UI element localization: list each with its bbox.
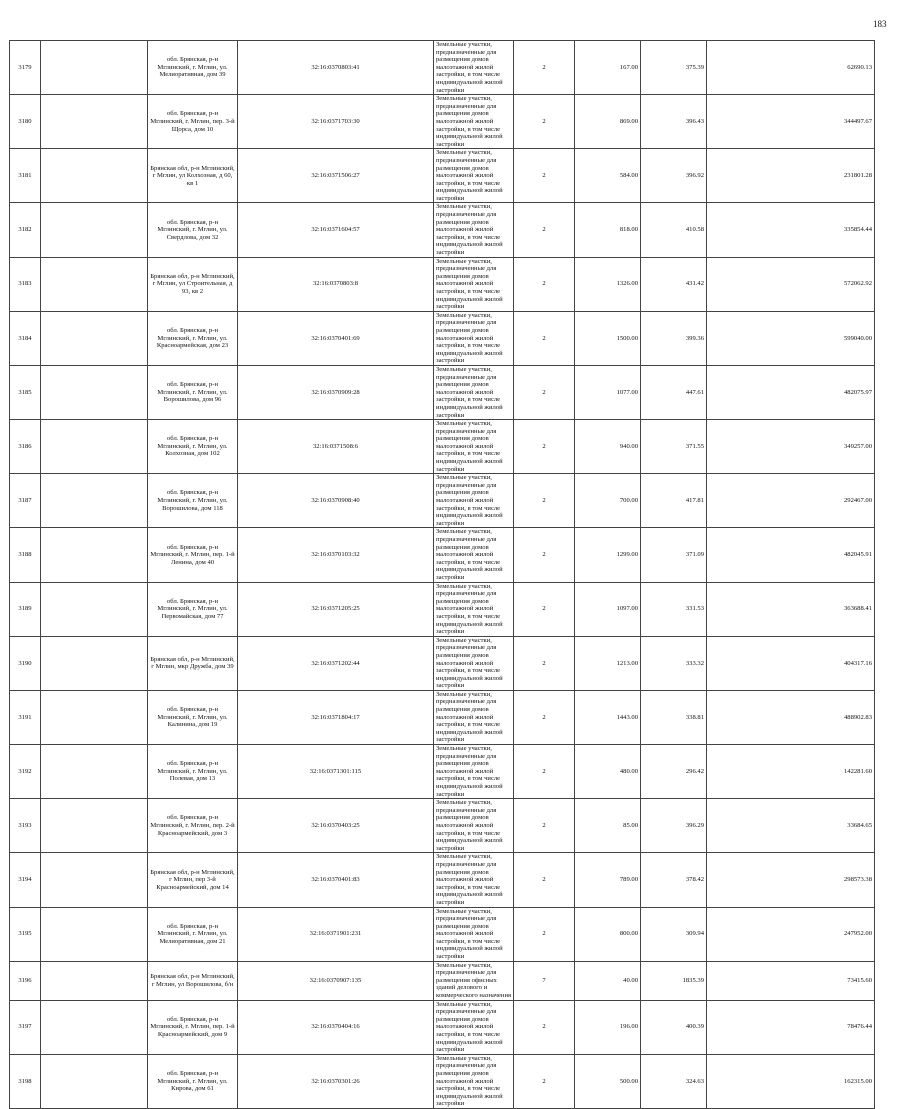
- table-row: [10, 961, 875, 1000]
- group-cell: 2: [514, 149, 575, 203]
- spacer-cell: [41, 636, 148, 690]
- cadastral-number-cell: 32:16:0371804:17: [238, 690, 434, 744]
- address-cell: обл. Брянская, р-н Мглинский, г. Мглин, пер. 3-й Щорса, дом 10: [148, 95, 238, 149]
- area-cell: 1213.00: [575, 636, 641, 690]
- cadastral-number-cell: 32:16:0370103:32: [238, 528, 434, 582]
- address-cell: Брянская обл, р-н Мглинский, г Мглин, ул Строительная, д 93, кв 2: [148, 257, 238, 311]
- table-row: [10, 528, 875, 582]
- specific-value-cell: 333.32: [641, 636, 707, 690]
- address-cell: обл. Брянская, р-н Мглинский, г. Мглин, ул. Ворошилова, дом 118: [148, 474, 238, 528]
- address-cell: Брянская обл, р-н Мглинский, г Мглин, мкр Дружба, дом 39: [148, 636, 238, 690]
- spacer-cell: [41, 961, 148, 1000]
- row-number-cell: 3180: [10, 95, 41, 149]
- row-number-cell: 3192: [10, 745, 41, 799]
- address-cell: обл. Брянская, р-н Мглинский, г. Мглин, ул. Мелиоративная, дом 21: [148, 907, 238, 961]
- address-cell: обл. Брянская, р-н Мглинский, г. Мглин, ул. Мелиоративная, дом 39: [148, 41, 238, 95]
- table-row: [10, 1000, 875, 1054]
- row-number-cell: 3198: [10, 1054, 41, 1108]
- spacer-cell: [41, 745, 148, 799]
- row-number-cell: 3189: [10, 582, 41, 636]
- spacer-cell: [41, 311, 148, 365]
- cadastral-number-cell: 32:16:0370909:28: [238, 365, 434, 419]
- specific-value-cell: 371.55: [641, 420, 707, 474]
- area-cell: 1299.00: [575, 528, 641, 582]
- land-use-cell: Земельные участки, предназначенные для размещения домов малоэтажной жилой застройки, в том числе индивидуальной жилой застройки: [434, 907, 514, 961]
- area-cell: 789.00: [575, 853, 641, 907]
- table-row: [10, 1054, 875, 1108]
- specific-value-cell: 417.81: [641, 474, 707, 528]
- land-use-cell: Земельные участки, предназначенные для размещения домов малоэтажной жилой застройки, в том числе индивидуальной жилой застройки: [434, 528, 514, 582]
- group-cell: 2: [514, 745, 575, 799]
- row-number-cell: 3194: [10, 853, 41, 907]
- area-cell: 1077.00: [575, 365, 641, 419]
- row-number-cell: 3184: [10, 311, 41, 365]
- group-cell: 2: [514, 853, 575, 907]
- area-cell: 1326.00: [575, 257, 641, 311]
- specific-value-cell: 331.53: [641, 582, 707, 636]
- land-use-cell: Земельные участки, предназначенные для размещения домов малоэтажной жилой застройки, в том числе индивидуальной жилой застройки: [434, 745, 514, 799]
- spacer-cell: [41, 203, 148, 257]
- specific-value-cell: 447.61: [641, 365, 707, 419]
- cadastral-number-cell: 32:16:0371506:27: [238, 149, 434, 203]
- cadastral-number-cell: 32:16:0370403:25: [238, 799, 434, 853]
- land-use-cell: Земельные участки, предназначенные для размещения домов малоэтажной жилой застройки, в том числе индивидуальной жилой застройки: [434, 1000, 514, 1054]
- cadastral-number-cell: 32:16:0371301:115: [238, 745, 434, 799]
- area-cell: 700.00: [575, 474, 641, 528]
- land-use-cell: Земельные участки, предназначенные для размещения домов малоэтажной жилой застройки, в том числе индивидуальной жилой застройки: [434, 799, 514, 853]
- specific-value-cell: 324.63: [641, 1054, 707, 1108]
- cadastral-value-cell: 349257.00: [707, 420, 875, 474]
- cadastral-value-cell: 292467.00: [707, 474, 875, 528]
- spacer-cell: [41, 474, 148, 528]
- cadastral-number-cell: 32:16:0370907:135: [238, 961, 434, 1000]
- table-row: [10, 420, 875, 474]
- cadastral-number-cell: 32:16:0370803:41: [238, 41, 434, 95]
- spacer-cell: [41, 799, 148, 853]
- address-cell: обл. Брянская, р-н Мглинский, г. Мглин, ул. Колхозная, дом 102: [148, 420, 238, 474]
- table-row: [10, 690, 875, 744]
- specific-value-cell: 396.29: [641, 799, 707, 853]
- address-cell: обл. Брянская, р-н Мглинский, г. Мглин, ул. Полевая, дом 13: [148, 745, 238, 799]
- address-cell: Брянская обл, р-н Мглинский, г Мглин, ул Ворошилова, б/н: [148, 961, 238, 1000]
- cadastral-value-cell: 247952.00: [707, 907, 875, 961]
- area-cell: 40.00: [575, 961, 641, 1000]
- cadastral-value-cell: 599040.00: [707, 311, 875, 365]
- cadastral-number-cell: 32:16:0371202:44: [238, 636, 434, 690]
- row-number-cell: 3186: [10, 420, 41, 474]
- cadastral-value-cell: 78476.44: [707, 1000, 875, 1054]
- cadastral-value-cell: 335854.44: [707, 203, 875, 257]
- row-number-cell: 3187: [10, 474, 41, 528]
- area-cell: 800.00: [575, 907, 641, 961]
- land-registry-table: [9, 40, 875, 1109]
- area-cell: 480.00: [575, 745, 641, 799]
- specific-value-cell: 338.81: [641, 690, 707, 744]
- cadastral-value-cell: 33684.65: [707, 799, 875, 853]
- land-use-cell: Земельные участки, предназначенные для размещения домов малоэтажной жилой застройки, в том числе индивидуальной жилой застройки: [434, 1054, 514, 1108]
- cadastral-value-cell: 162315.00: [707, 1054, 875, 1108]
- land-use-cell: Земельные участки, предназначенные для размещения домов малоэтажной жилой застройки, в том числе индивидуальной жилой застройки: [434, 690, 514, 744]
- area-cell: 1500.00: [575, 311, 641, 365]
- cadastral-number-cell: 32:16:0371508:6: [238, 420, 434, 474]
- group-cell: 2: [514, 95, 575, 149]
- table-row: [10, 149, 875, 203]
- group-cell: 2: [514, 257, 575, 311]
- specific-value-cell: 309.94: [641, 907, 707, 961]
- specific-value-cell: 431.42: [641, 257, 707, 311]
- cadastral-number-cell: 32:16:0371604:57: [238, 203, 434, 257]
- table-row: [10, 636, 875, 690]
- specific-value-cell: 378.42: [641, 853, 707, 907]
- cadastral-number-cell: 32:16:0370301:26: [238, 1054, 434, 1108]
- group-cell: 2: [514, 690, 575, 744]
- specific-value-cell: 296.42: [641, 745, 707, 799]
- group-cell: 2: [514, 799, 575, 853]
- specific-value-cell: 371.09: [641, 528, 707, 582]
- group-cell: 2: [514, 365, 575, 419]
- table-row: [10, 41, 875, 95]
- row-number-cell: 3195: [10, 907, 41, 961]
- row-number-cell: 3183: [10, 257, 41, 311]
- area-cell: 167.00: [575, 41, 641, 95]
- spacer-cell: [41, 528, 148, 582]
- table-row: [10, 853, 875, 907]
- spacer-cell: [41, 853, 148, 907]
- row-number-cell: 3188: [10, 528, 41, 582]
- cadastral-value-cell: 482045.91: [707, 528, 875, 582]
- area-cell: 85.00: [575, 799, 641, 853]
- address-cell: обл. Брянская, р-н Мглинский, г. Мглин, пер. 1-й Ленина, дом 40: [148, 528, 238, 582]
- cadastral-value-cell: 482075.97: [707, 365, 875, 419]
- table-row: [10, 907, 875, 961]
- spacer-cell: [41, 582, 148, 636]
- land-use-cell: Земельные участки, предназначенные для размещения домов малоэтажной жилой застройки, в том числе индивидуальной жилой застройки: [434, 203, 514, 257]
- cadastral-value-cell: 142281.60: [707, 745, 875, 799]
- group-cell: 2: [514, 907, 575, 961]
- spacer-cell: [41, 1000, 148, 1054]
- cadastral-value-cell: 572062.92: [707, 257, 875, 311]
- address-cell: Брянская обл, р-н Мглинский, г Мглин, пер 3-й Красноармейский, дом 14: [148, 853, 238, 907]
- row-number-cell: 3185: [10, 365, 41, 419]
- spacer-cell: [41, 149, 148, 203]
- group-cell: 7: [514, 961, 575, 1000]
- cadastral-number-cell: 32:16:0370803:8: [238, 257, 434, 311]
- spacer-cell: [41, 907, 148, 961]
- cadastral-value-cell: 298573.38: [707, 853, 875, 907]
- address-cell: обл. Брянская, р-н Мглинский, г. Мглин, ул. Первомайская, дом 77: [148, 582, 238, 636]
- cadastral-number-cell: 32:16:0371703:30: [238, 95, 434, 149]
- specific-value-cell: 396.43: [641, 95, 707, 149]
- land-use-cell: Земельные участки, предназначенные для размещения домов малоэтажной жилой застройки, в том числе индивидуальной жилой застройки: [434, 420, 514, 474]
- address-cell: обл. Брянская, р-н Мглинский, г. Мглин, ул. Ворошилова, дом 96: [148, 365, 238, 419]
- land-use-cell: Земельные участки, предназначенные для размещения домов малоэтажной жилой застройки, в том числе индивидуальной жилой застройки: [434, 311, 514, 365]
- group-cell: 2: [514, 311, 575, 365]
- area-cell: 196.00: [575, 1000, 641, 1054]
- row-number-cell: 3191: [10, 690, 41, 744]
- address-cell: обл. Брянская, р-н Мглинский, г. Мглин, ул. Красноармейская, дом 23: [148, 311, 238, 365]
- group-cell: 2: [514, 582, 575, 636]
- cadastral-number-cell: 32:16:0370404:16: [238, 1000, 434, 1054]
- cadastral-value-cell: 344497.67: [707, 95, 875, 149]
- specific-value-cell: 399.36: [641, 311, 707, 365]
- row-number-cell: 3181: [10, 149, 41, 203]
- specific-value-cell: 410.58: [641, 203, 707, 257]
- table-row: [10, 311, 875, 365]
- row-number-cell: 3182: [10, 203, 41, 257]
- spacer-cell: [41, 690, 148, 744]
- cadastral-value-cell: 73415.60: [707, 961, 875, 1000]
- land-use-cell: Земельные участки, предназначенные для размещения домов малоэтажной жилой застройки, в том числе индивидуальной жилой застройки: [434, 474, 514, 528]
- specific-value-cell: 396.92: [641, 149, 707, 203]
- land-use-cell: Земельные участки, предназначенные для размещения домов малоэтажной жилой застройки, в том числе индивидуальной жилой застройки: [434, 41, 514, 95]
- table-body: [10, 41, 875, 1109]
- spacer-cell: [41, 365, 148, 419]
- address-cell: обл. Брянская, р-н Мглинский, г. Мглин, пер. 1-й Красноармейский, дом 9: [148, 1000, 238, 1054]
- address-cell: Брянская обл, р-н Мглинский, г Мглин, ул Колхозная, д 60, кв 1: [148, 149, 238, 203]
- cadastral-number-cell: 32:16:0371205:25: [238, 582, 434, 636]
- land-use-cell: Земельные участки, предназначенные для размещения домов малоэтажной жилой застройки, в том числе индивидуальной жилой застройки: [434, 365, 514, 419]
- table-row: [10, 95, 875, 149]
- area-cell: 584.00: [575, 149, 641, 203]
- cadastral-value-cell: 404317.16: [707, 636, 875, 690]
- land-use-cell: Земельные участки, предназначенные для размещения домов малоэтажной жилой застройки, в том числе индивидуальной жилой застройки: [434, 149, 514, 203]
- row-number-cell: 3193: [10, 799, 41, 853]
- specific-value-cell: 400.39: [641, 1000, 707, 1054]
- area-cell: 1443.00: [575, 690, 641, 744]
- table-row: [10, 582, 875, 636]
- group-cell: 2: [514, 420, 575, 474]
- area-cell: 500.00: [575, 1054, 641, 1108]
- cadastral-value-cell: 62690.13: [707, 41, 875, 95]
- cadastral-number-cell: 32:16:0370908:40: [238, 474, 434, 528]
- area-cell: 869.00: [575, 95, 641, 149]
- row-number-cell: 3197: [10, 1000, 41, 1054]
- group-cell: 2: [514, 41, 575, 95]
- address-cell: обл. Брянская, р-н Мглинский, г. Мглин, пер. 2-й Красноармейский, дом 3: [148, 799, 238, 853]
- address-cell: обл. Брянская, р-н Мглинский, г. Мглин, ул. Кирова, дом 61: [148, 1054, 238, 1108]
- table-row: [10, 365, 875, 419]
- row-number-cell: 3179: [10, 41, 41, 95]
- spacer-cell: [41, 420, 148, 474]
- cadastral-number-cell: 32:16:0370401:83: [238, 853, 434, 907]
- spacer-cell: [41, 41, 148, 95]
- spacer-cell: [41, 257, 148, 311]
- land-use-cell: Земельные участки, предназначенные для размещения домов малоэтажной жилой застройки, в том числе индивидуальной жилой застройки: [434, 853, 514, 907]
- address-cell: обл. Брянская, р-н Мглинский, г. Мглин, ул. Свердлова, дом 32: [148, 203, 238, 257]
- land-use-cell: Земельные участки, предназначенные для размещения домов малоэтажной жилой застройки, в том числе индивидуальной жилой застройки: [434, 95, 514, 149]
- cadastral-value-cell: 231801.28: [707, 149, 875, 203]
- spacer-cell: [41, 95, 148, 149]
- page-number: 183: [873, 19, 887, 29]
- cadastral-value-cell: 363688.41: [707, 582, 875, 636]
- table-row: [10, 799, 875, 853]
- group-cell: 2: [514, 203, 575, 257]
- land-use-cell: Земельные участки, предназначенные для размещения домов малоэтажной жилой застройки, в том числе индивидуальной жилой застройки: [434, 636, 514, 690]
- area-cell: 1097.00: [575, 582, 641, 636]
- table-row: [10, 257, 875, 311]
- group-cell: 2: [514, 1000, 575, 1054]
- group-cell: 2: [514, 528, 575, 582]
- cadastral-value-cell: 488902.83: [707, 690, 875, 744]
- area-cell: 940.00: [575, 420, 641, 474]
- land-use-cell: Земельные участки, предназначенные для размещения домов малоэтажной жилой застройки, в том числе индивидуальной жилой застройки: [434, 582, 514, 636]
- cadastral-number-cell: 32:16:0371901:231: [238, 907, 434, 961]
- row-number-cell: 3196: [10, 961, 41, 1000]
- spacer-cell: [41, 1054, 148, 1108]
- table-row: [10, 474, 875, 528]
- group-cell: 2: [514, 636, 575, 690]
- table-row: [10, 203, 875, 257]
- group-cell: 2: [514, 1054, 575, 1108]
- area-cell: 818.00: [575, 203, 641, 257]
- cadastral-number-cell: 32:16:0370401:69: [238, 311, 434, 365]
- land-use-cell: Земельные участки, предназначенные для размещения офисных зданий делового и коммерческого назначения: [434, 961, 514, 1000]
- row-number-cell: 3190: [10, 636, 41, 690]
- group-cell: 2: [514, 474, 575, 528]
- specific-value-cell: 1835.39: [641, 961, 707, 1000]
- land-use-cell: Земельные участки, предназначенные для размещения домов малоэтажной жилой застройки, в том числе индивидуальной жилой застройки: [434, 257, 514, 311]
- table-row: [10, 745, 875, 799]
- specific-value-cell: 375.39: [641, 41, 707, 95]
- address-cell: обл. Брянская, р-н Мглинский, г. Мглин, ул. Калинина, дом 19: [148, 690, 238, 744]
